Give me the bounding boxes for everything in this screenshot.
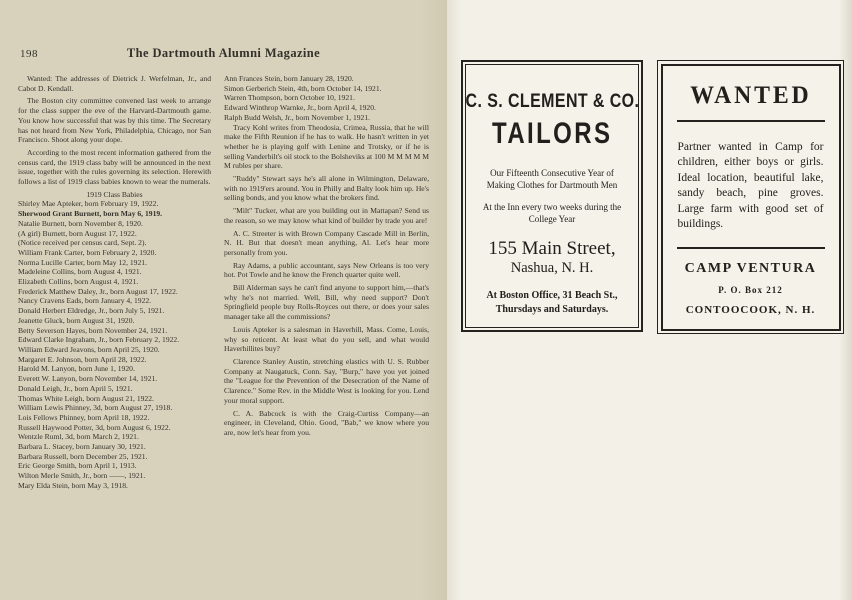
- body-paragraph: "Milt" Tucker, what are you building out in Mattapan? Send us the reason, so we may know what kind of builder by trade you are!: [224, 206, 429, 225]
- clement-street-address: 155 Main Street,: [488, 238, 616, 259]
- baby-list-item: William Frank Carter, born February 2, 1920.: [18, 247, 157, 257]
- clement-schedule-line1: At the Inn every two weeks during the: [482, 202, 622, 212]
- baby-list-item: Donald Leigh, Jr., born April 5, 1921.: [18, 383, 133, 393]
- body-paragraph: C. A. Babcock is with the Craig-Curtiss Company—an engineer, in Cleveland, Ohio. Good, "Bab," we know where you are, now let's hear from you.: [224, 408, 429, 437]
- clement-tailors-ad: [461, 60, 643, 332]
- clement-schedule-line2: College Year: [528, 214, 576, 224]
- baby-list-item: Margaret E. Johnson, born April 28, 1922.: [18, 354, 147, 364]
- camp-name: CAMP VENTURA: [684, 260, 817, 276]
- baby-list-item: Warren Thompson, born October 10, 1921.: [224, 93, 355, 103]
- clement-schedule: [483, 201, 621, 225]
- baby-list-item: Madeleine Collins, born August 4, 1921.: [18, 267, 142, 277]
- baby-list-item: Mary Elda Stein, born May 3, 1918.: [18, 480, 128, 490]
- baby-list-item: Shirley Mae Apteker, born February 19, 1922.: [18, 199, 159, 209]
- baby-list-item: Norma Lucille Carter, born May 12, 1921.: [18, 257, 147, 267]
- baby-list-item: Ann Frances Stein, born January 28, 1920.: [224, 74, 354, 83]
- baby-list-item: (Notice received per census card, Sept. 2).: [18, 238, 147, 248]
- baby-list-item: Nancy Cravens Eads, born January 4, 1922.: [18, 296, 152, 306]
- body-paragraph: Louis Apteker is a salesman in Haverhill, Mass. Come, Louis, why so reticent. At least what do you sell, and what would Haverhillites buy?: [224, 324, 429, 354]
- text-columns: [18, 74, 429, 491]
- baby-list-item: Frederick Matthew Daley, Jr., born August 17, 1922.: [18, 286, 178, 296]
- wanted-headline: WANTED: [689, 81, 812, 109]
- clement-tagline-line1: Our Fifteenth Consecutive Year of: [490, 168, 614, 178]
- body-paragraph: According to the most recent information gathered from the census card, the 1919 class baby will be announced in the next issue, together with the rules governing its selection. Herewith follows a list of 1919 class babies known to wear the numerals.: [18, 147, 211, 187]
- baby-list-item: Barbara Russell, born December 25, 1921.: [18, 451, 148, 461]
- body-paragraph: The Boston city committee convened last week to arrange for the class supper the eve of the Harvard-Dartmouth game. You know how successful that was by this time. The Secretary has not heard from New York, Philadelphia, Chicago, nor San Francisco. Shoot along your dope.: [18, 96, 211, 145]
- baby-list-item: Edward Winthrop Warnke, Jr., born April 4, 1920.: [224, 103, 376, 113]
- baby-list-item: Donald Herbert Eldredge, Jr., born July 5, 1921.: [18, 306, 165, 316]
- clement-tagline-line2: Making Clothes for Dartmouth Men: [486, 180, 618, 190]
- news-paragraphs: [224, 123, 429, 438]
- clement-tagline: [487, 167, 617, 191]
- clement-city: Nashua, N. H.: [510, 260, 594, 276]
- baby-list-item: Elizabeth Collins, born August 4, 1921.: [18, 277, 139, 287]
- baby-list-item: Betty Severson Hayes, born November 24, 1921.: [18, 325, 168, 335]
- baby-list-item: Barbara L. Stacey, born January 30, 1921.: [18, 442, 146, 452]
- wanted-top-divider: [677, 120, 825, 122]
- intro-paragraphs: [18, 74, 211, 187]
- baby-list-item: Eric George Smith, born April 1, 1913.: [18, 461, 137, 471]
- baby-list-item: Sherwood Grant Burnett, born May 6, 1919.: [18, 209, 163, 219]
- page-header: [18, 46, 429, 68]
- right-page: [447, 0, 852, 600]
- clement-ad-inner-border: [465, 64, 639, 328]
- page-number: 198: [20, 48, 38, 60]
- baby-list-item: William Lewis Phinney, 3d, born August 27, 1918.: [18, 403, 173, 413]
- baby-list-item: Edward Clarke Ingraham, Jr., born February 2, 1922.: [18, 335, 180, 345]
- wanted-ad-inner-border: [661, 64, 841, 331]
- baby-list-item: Wilton Merle Smith, Jr., born ——, 1921.: [18, 471, 146, 481]
- baby-list-item: Natalie Burnett, born November 8, 1920.: [18, 218, 143, 228]
- camp-po-box: P. O. Box 212: [718, 284, 783, 295]
- body-paragraph: A. C. Streeter is with Brown Company Cascade Mill in Berlin, N. H. But that doesn't mean anything, Al. Let's hear more personally from you.: [224, 228, 429, 257]
- body-paragraph: Ray Adams, a public accountant, says New Orleans is too very hot. Pot Towle and he know the French quarter quite well.: [224, 260, 429, 280]
- baby-list-item: Thomas White Leigh, born August 21, 1922.: [18, 393, 154, 403]
- body-paragraph: Clarence Stanley Austin, stretching elastics with U. S. Rubber Company at Naugatuck, Conn. Say, "Burp," have you yet joined the "League for the Prevention of the Desecration of the Name of Clarence." Some Rev. in the Middle West is looking for you. Lend your moral support.: [224, 356, 429, 405]
- baby-list-item: Harold M. Lanyon, born June 1, 1920.: [18, 364, 135, 374]
- text-column-right: [224, 74, 429, 491]
- baby-list-left: [18, 199, 211, 490]
- text-column-left: [18, 74, 211, 491]
- body-paragraph: Wanted: The addresses of Dietrick J. Werfelman, Jr., and Cabot D. Kendall.: [18, 74, 211, 93]
- body-paragraph: Bill Alderman says he can't find anyone to support him,—that's why he's not married. Well, Bill, why need support? Don't Springfield people buy Rolls-Royces out there, or does your sales manager take all the commissions?: [224, 283, 429, 322]
- babies-heading: 1919 Class Babies: [86, 189, 143, 199]
- baby-list-item: Ralph Budd Welsh, Jr., born November 1, 1921.: [224, 112, 371, 122]
- camp-location: CONTOOCOOK, N. H.: [685, 303, 816, 316]
- baby-list-item: Everett W. Lanyon, born November 14, 1921.: [18, 374, 158, 384]
- baby-list-item: (A girl) Burnett, born August 17, 1922.: [18, 228, 137, 238]
- clement-company-name: C. S. CLEMENT & CO.: [465, 91, 639, 112]
- wanted-body-text: Partner wanted in Camp for children, either boys or girls. Ideal location, beautiful lake, sandy beach, pine groves. Large farm with good set of buildings.: [677, 140, 824, 230]
- baby-list-item: Russell Haywood Potter, 3d, born August 6, 1922.: [18, 422, 171, 432]
- camp-ventura-wanted-ad: [657, 60, 844, 334]
- clement-boston-office: [486, 289, 617, 316]
- body-paragraph: "Ruddy" Stewart says he's all alone in Wilmington, Delaware, with no 1919'ers around. You in Philly and Balty look him up. He's selling bonds, and you know what the brokers find.: [224, 174, 429, 203]
- wanted-bottom-divider: [677, 247, 825, 249]
- body-paragraph: Tracy Kohl writes from Theodosia, Crimea, Russia, that he will make the Fifth Reunion if he has to walk. He hasn't written in yet whether he is playing golf with Lenine and Trotsky, or if he is selling Vanderbilt's oil stock to the Bolsheviks at 100 M M M M M M rubles per share.: [224, 122, 429, 171]
- clement-boston-line2: Thursdays and Saturdays.: [495, 303, 609, 315]
- baby-list-item: Lois Fellows Phinney, born April 18, 1922.: [18, 412, 150, 422]
- clement-boston-line1: At Boston Office, 31 Beach St.,: [486, 290, 618, 301]
- magazine-title: The Dartmouth Alumni Magazine: [126, 46, 321, 60]
- baby-list-item: Jeanette Gluck, born August 31, 1920.: [18, 315, 135, 325]
- baby-list-right: [224, 74, 429, 123]
- baby-list-item: Wentzle Ruml, 3d, born March 2, 1921.: [18, 432, 139, 442]
- clement-tailors-headline: TAILORS: [491, 117, 613, 150]
- baby-list-item: Simon Gerberich Stein, 4th, born October 14, 1921.: [224, 83, 382, 93]
- baby-list-item: William Edward Jeavons, born April 25, 1920.: [18, 344, 160, 354]
